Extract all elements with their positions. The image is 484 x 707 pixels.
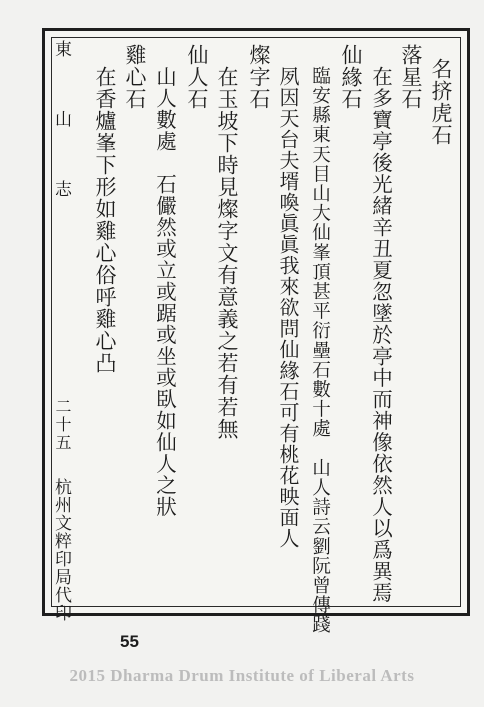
printer-imprint: 杭州文粹印局代印 xyxy=(51,478,71,622)
text-column: 山人數處 石儼然或立或踞或坐或臥如仙人之狀 xyxy=(152,66,177,518)
text-column: 在玉坡下時見燦字文有意義之若有若無 xyxy=(215,66,239,440)
text-column: 臨安縣東天目山大仙峯頂甚平衍壘石數十處 山人詩云劉阮曾傳踐 xyxy=(309,66,331,635)
text-column: 夙因天台夫壻喚眞眞我來欲問仙緣石可有桃花映面人 xyxy=(276,66,300,549)
page-number: 55 xyxy=(120,632,139,651)
text-column: 落星石 xyxy=(399,44,423,110)
text-column: 在多寶亭後光緒辛丑夏忽墜於亭中而神像依然人以爲異焉 xyxy=(368,66,393,604)
text-column: 仙緣石 xyxy=(339,44,363,110)
leaf-number: 二十五 xyxy=(53,398,72,452)
text-column: 在香爐峯下形如雞心俗呼雞心凸 xyxy=(93,66,117,374)
watermark: 2015 Dharma Drum Institute of Liberal Arts xyxy=(69,666,415,685)
text-column: 燦字石 xyxy=(247,44,271,110)
text-column: 雞心石 xyxy=(123,44,147,110)
book-title: 東 山 志 xyxy=(51,40,71,215)
heading-column: 名挤虎石 xyxy=(429,58,453,146)
text-column: 仙人石 xyxy=(185,44,209,110)
